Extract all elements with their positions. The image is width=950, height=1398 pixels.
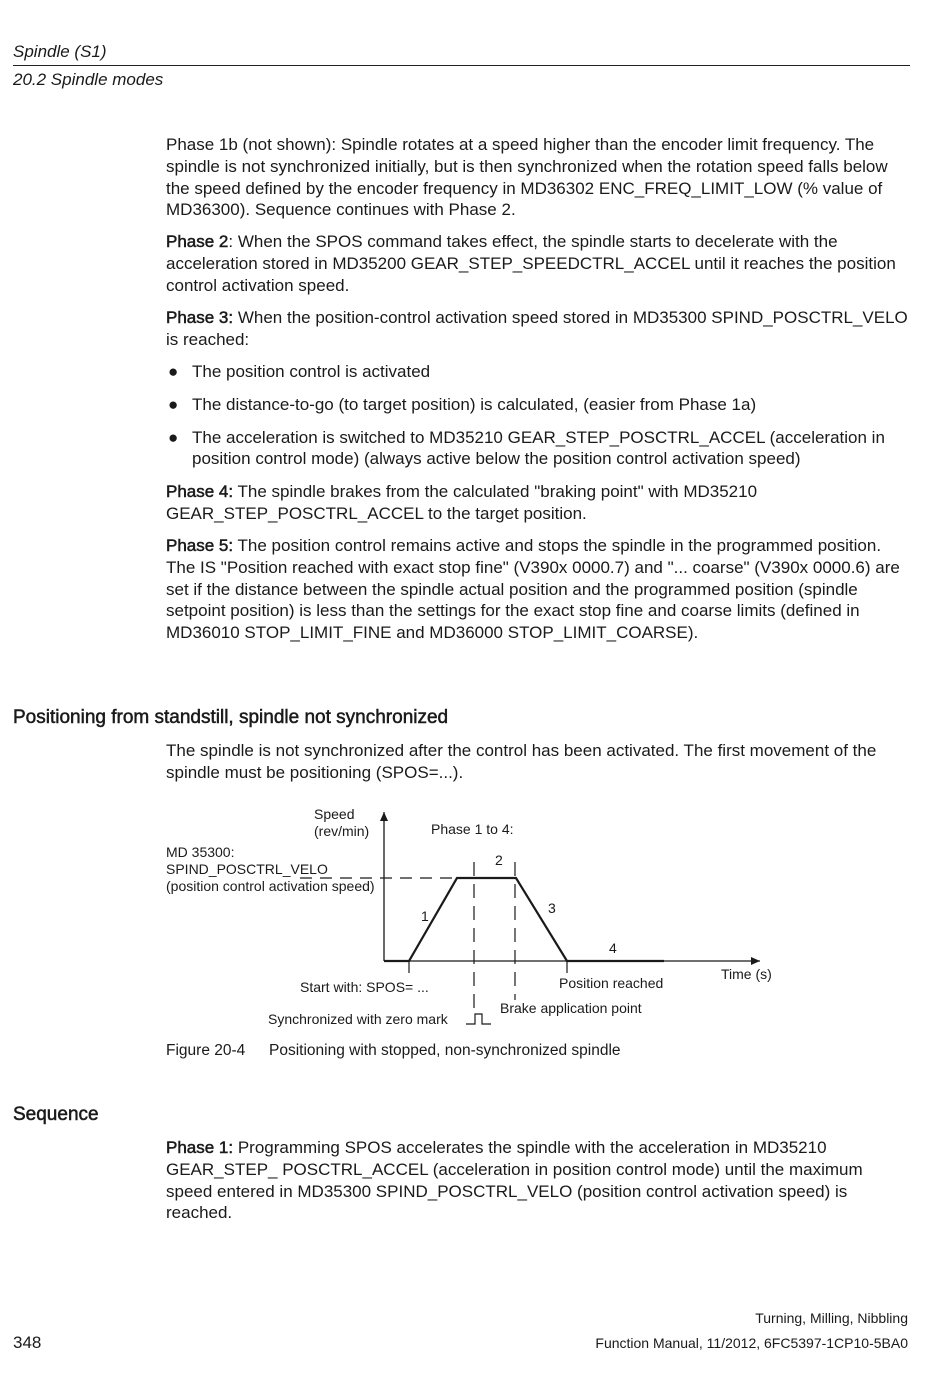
md-label-line2: SPIND_POSCTRL_VELO xyxy=(166,861,328,877)
paragraph-positioning: The spindle is not synchronized after the control has been activated. The first movement of the spindle must be positioning (SPOS=...). xyxy=(166,741,877,782)
paragraph-phase-2: Phase 2: When the SPOS command takes effect, the spindle starts to decelerate with the acceleration stored in MD35200 GEAR_STEP_SPEEDCTRL_ACCEL until it reaches the position control activation speed. xyxy=(166,232,896,295)
phase-3-label: Phase 3: xyxy=(166,308,234,327)
paragraph-phase-5: Phase 5: The position control remains active and stops the spindle in the programmed position. The IS "Position reached with exact stop fine" (V390x 0000.7) and "... coarse" (V390x 0000.6) are set if the distance between the spindle actual position and the programmed position (spindle setpoint position) is less than the settings for the exact stop fine and coarse limits (defined in MD36010 STOP_LIMIT_FINE and MD36000 STOP_LIMIT_COARSE). xyxy=(166,536,900,643)
paragraph-phase-4: Phase 4: The spindle brakes from the calculated "braking point" with MD35210 GEAR_STEP_POSCTRL_ACCEL to the target position. xyxy=(166,482,758,523)
phase-1-label: 1 xyxy=(421,908,429,924)
md-label-line3: (position control activation speed) xyxy=(166,878,375,894)
section-heading-positioning: Positioning from standstill, spindle not synchronized xyxy=(13,707,449,728)
phase-5-label: Phase 5: xyxy=(166,536,234,555)
time-axis-label: Time (s) xyxy=(721,966,772,982)
list-item: ● The acceleration is switched to MD35210 GEAR_STEP_POSCTRL_ACCEL (acceleration in position control mode) (always active below the position control activation speed) xyxy=(168,427,885,469)
figure-title: Positioning with stopped, non-synchronized spindle xyxy=(269,1042,621,1059)
bullet-icon: ● xyxy=(168,427,179,447)
paragraph-sequence-phase-1: Phase 1: Programming SPOS accelerates the spindle with the acceleration in MD35210 GEAR_STEP_ POSCTRL_ACCEL (acceleration in position control mode) until the maximum speed entered in MD35300 SPIND_POSCTRL_VELO (position control activation speed) is reached. xyxy=(166,1138,863,1223)
bullet-icon: ● xyxy=(168,394,179,414)
paragraph-phase-3: Phase 3: When the position-control activation speed stored in MD35300 SPIND_POSCTRL_VELO is reached: xyxy=(166,308,908,349)
position-reached-label: Position reached xyxy=(559,975,664,991)
paragraph-phase-1b: Phase 1b (not shown): Spindle rotates at a speed higher than the encoder limit frequency. The spindle is not synchronized initially, but is then synchronized when the rotation speed falls below the speed defined by the encoder frequency in MD36302 ENC_FREQ_LIMIT_LOW (% value of MD36300). Sequence continues with Phase 2. xyxy=(166,135,888,220)
bullet-icon: ● xyxy=(168,362,179,381)
md-label-line1: MD 35300: xyxy=(166,844,235,860)
sync-zero-mark-label: Synchronized with zero mark xyxy=(268,1011,448,1027)
zero-mark-pulse xyxy=(466,1014,491,1024)
page-number: 348 xyxy=(13,1333,42,1352)
phase-3-marker: 3 xyxy=(548,900,556,916)
bullet-list xyxy=(166,361,911,470)
positioning-diagram xyxy=(0,795,950,1035)
phase-2-label: Phase 2 xyxy=(166,232,229,251)
header-title: Spindle (S1) xyxy=(13,42,107,61)
sequence-phase-1-label: Phase 1: xyxy=(166,1138,234,1157)
list-item: ● The distance-to-go (to target position) is calculated, (easier from Phase 1a) xyxy=(168,394,757,414)
phase-title-label: Phase 1 to 4: xyxy=(431,821,514,837)
footer-manual-info: Function Manual, 11/2012, 6FC5397-1CP10-5BA0 xyxy=(595,1335,908,1351)
speed-unit-label: (rev/min) xyxy=(314,823,370,839)
speed-label: Speed xyxy=(314,806,355,822)
figure-caption xyxy=(166,1042,621,1060)
section-heading-sequence: Sequence xyxy=(13,1104,99,1125)
phase-2-marker: 2 xyxy=(495,852,503,868)
phase-4-marker: 4 xyxy=(609,940,617,956)
footer-product: Turning, Milling, Nibbling xyxy=(755,1310,908,1326)
figure-number: Figure 20-4 xyxy=(166,1042,246,1059)
header-divider xyxy=(13,65,910,66)
start-label: Start with: SPOS= ... xyxy=(300,979,429,995)
list-item: ● The position control is activated xyxy=(168,362,431,381)
header-subtitle: 20.2 Spindle modes xyxy=(13,70,164,89)
phase-4-label: Phase 4: xyxy=(166,482,234,501)
brake-point-label: Brake application point xyxy=(500,1000,642,1016)
